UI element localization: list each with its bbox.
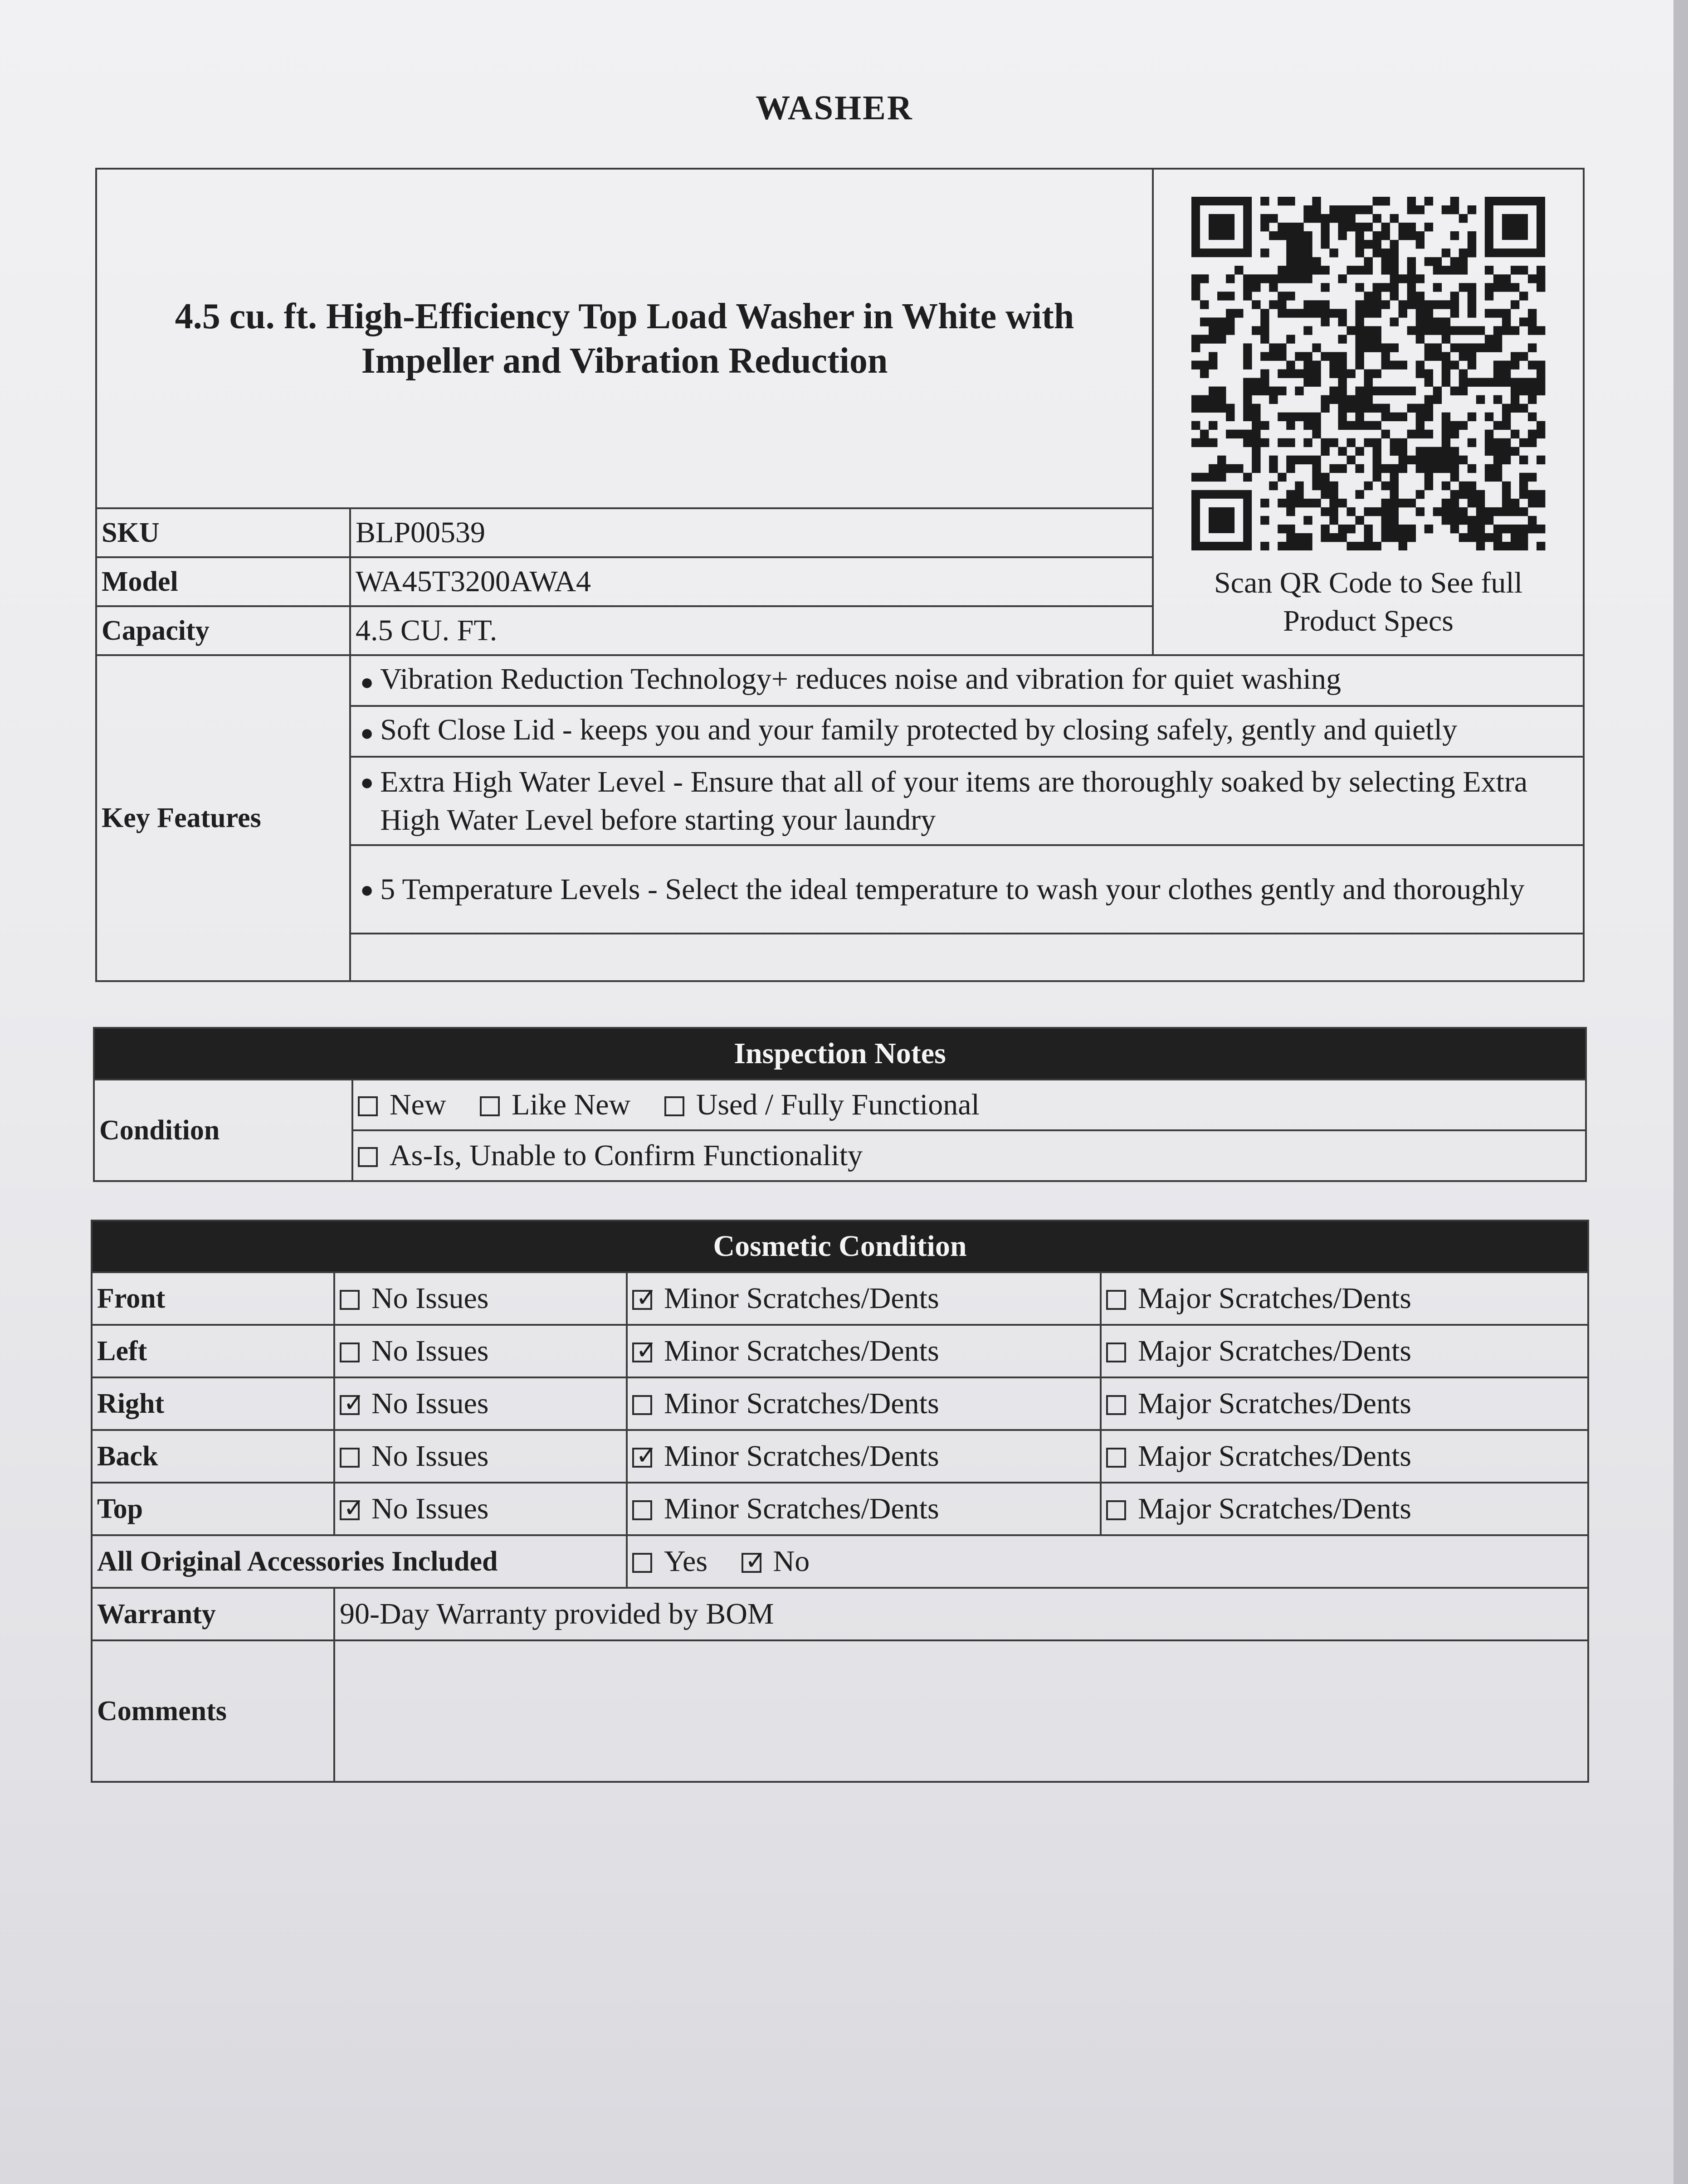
condition-used-option[interactable]: Used / Fully Functional bbox=[664, 1088, 980, 1121]
checkbox-icon[interactable] bbox=[632, 1395, 652, 1415]
checkbox-icon[interactable] bbox=[632, 1283, 657, 1313]
product-info-table bbox=[95, 168, 1585, 982]
cosmetic-row-back bbox=[92, 1430, 1588, 1483]
option-label: Major Scratches/Dents bbox=[1138, 1440, 1411, 1473]
key-features-label: Key Features bbox=[96, 655, 350, 981]
side-label: Right bbox=[92, 1377, 334, 1430]
model-value: WA45T3200AWA4 bbox=[350, 557, 1153, 606]
condition-as-is-option[interactable]: As-Is, Unable to Confirm Functionality bbox=[358, 1139, 863, 1172]
cosmetic-option-cell[interactable] bbox=[334, 1430, 627, 1483]
cosmetic-option-cell[interactable] bbox=[1101, 1377, 1588, 1430]
comments-field[interactable] bbox=[334, 1640, 1588, 1782]
checkbox-icon[interactable] bbox=[1106, 1448, 1126, 1468]
product-name-line-1: 4.5 cu. ft. High-Efficiency Top Load Washer in White with bbox=[175, 296, 1074, 336]
checkbox-icon[interactable] bbox=[1106, 1500, 1126, 1520]
qr-caption-line-1: Scan QR Code to See full bbox=[1214, 566, 1523, 599]
checkbox-icon[interactable] bbox=[358, 1096, 378, 1116]
capacity-label: Capacity bbox=[96, 606, 350, 655]
checkmark-icon: ✓ bbox=[636, 1336, 657, 1365]
cosmetic-option-cell[interactable] bbox=[334, 1325, 627, 1377]
qr-caption-line-2: Product Specs bbox=[1283, 604, 1454, 637]
checkmark-icon: ✓ bbox=[636, 1441, 657, 1470]
warranty-value: 90-Day Warranty provided by BOM bbox=[334, 1588, 1588, 1640]
option-label: No Issues bbox=[371, 1387, 489, 1420]
checkbox-icon[interactable] bbox=[358, 1147, 378, 1167]
feature-item bbox=[350, 655, 1584, 706]
condition-label: Condition bbox=[94, 1080, 352, 1181]
capacity-value: 4.5 CU. FT. bbox=[350, 606, 1153, 655]
option-label: No Issues bbox=[371, 1440, 489, 1473]
feature-text: Extra High Water Level - Ensure that all of your items are thoroughly soaked by selecting Extra High Water Level before starting your laundry bbox=[380, 765, 1528, 837]
checkbox-icon[interactable] bbox=[340, 1388, 365, 1418]
cosmetic-option-cell[interactable] bbox=[627, 1272, 1101, 1325]
bullet-icon: ● bbox=[360, 669, 374, 695]
cosmetic-row-front bbox=[92, 1272, 1588, 1325]
feature-text: 5 Temperature Levels - Select the ideal temperature to wash your clothes gently and thoroughly bbox=[380, 872, 1525, 906]
option-label: No Issues bbox=[371, 1334, 489, 1367]
option-label: Major Scratches/Dents bbox=[1138, 1282, 1411, 1315]
cosmetic-option-cell[interactable] bbox=[627, 1377, 1101, 1430]
qr-cell bbox=[1153, 169, 1584, 655]
condition-options-row bbox=[352, 1130, 1586, 1181]
feature-item bbox=[350, 845, 1584, 934]
product-name bbox=[96, 169, 1153, 508]
model-label: Model bbox=[96, 557, 350, 606]
checkbox-icon[interactable] bbox=[632, 1336, 657, 1365]
bullet-icon: ● bbox=[360, 769, 374, 795]
checkbox-icon[interactable] bbox=[632, 1441, 657, 1470]
cosmetic-option-cell[interactable] bbox=[1101, 1430, 1588, 1483]
side-label: Back bbox=[92, 1430, 334, 1483]
checkbox-icon[interactable] bbox=[340, 1448, 360, 1468]
option-label: Minor Scratches/Dents bbox=[664, 1440, 939, 1473]
checkmark-icon: ✓ bbox=[343, 1388, 365, 1418]
paper-edge bbox=[1673, 0, 1688, 2184]
option-label: Minor Scratches/Dents bbox=[664, 1334, 939, 1367]
cosmetic-option-cell[interactable] bbox=[627, 1430, 1101, 1483]
sku-label: SKU bbox=[96, 508, 350, 557]
option-label: Major Scratches/Dents bbox=[1138, 1492, 1411, 1525]
cosmetic-option-cell[interactable] bbox=[334, 1272, 627, 1325]
checkbox-icon[interactable] bbox=[742, 1546, 766, 1576]
qr-code-image[interactable] bbox=[1187, 197, 1550, 550]
feature-text: Vibration Reduction Technology+ reduces noise and vibration for quiet washing bbox=[380, 662, 1341, 696]
accessories-no-option[interactable]: ✓ No bbox=[742, 1545, 810, 1578]
option-label: Minor Scratches/Dents bbox=[664, 1282, 939, 1315]
checkmark-icon: ✓ bbox=[343, 1493, 365, 1523]
checkbox-icon[interactable] bbox=[340, 1343, 360, 1362]
side-label: Top bbox=[92, 1483, 334, 1535]
checkbox-icon[interactable] bbox=[340, 1493, 365, 1523]
option-label: Minor Scratches/Dents bbox=[664, 1387, 939, 1420]
checkbox-icon[interactable] bbox=[632, 1500, 652, 1520]
warranty-label: Warranty bbox=[92, 1588, 334, 1640]
checkbox-icon[interactable] bbox=[632, 1553, 652, 1573]
product-name-line-2: Impeller and Vibration Reduction bbox=[361, 340, 888, 381]
cosmetic-row-top bbox=[92, 1483, 1588, 1535]
cosmetic-option-cell[interactable] bbox=[627, 1483, 1101, 1535]
option-label: Minor Scratches/Dents bbox=[664, 1492, 939, 1525]
inspection-notes-table bbox=[93, 1027, 1587, 1182]
checkbox-icon[interactable] bbox=[480, 1096, 500, 1116]
cosmetic-row-left bbox=[92, 1325, 1588, 1377]
option-label: No Issues bbox=[371, 1492, 489, 1525]
side-label: Left bbox=[92, 1325, 334, 1377]
feature-item-empty bbox=[350, 934, 1584, 981]
checkmark-icon: ✓ bbox=[745, 1546, 766, 1576]
cosmetic-option-cell[interactable] bbox=[1101, 1325, 1588, 1377]
cosmetic-option-cell[interactable] bbox=[1101, 1483, 1588, 1535]
side-label: Front bbox=[92, 1272, 334, 1325]
comments-label: Comments bbox=[92, 1640, 334, 1782]
feature-text: Soft Close Lid - keeps you and your family protected by closing safely, gently and quietly bbox=[380, 713, 1458, 747]
cosmetic-row-right bbox=[92, 1377, 1588, 1430]
option-label: No Issues bbox=[371, 1282, 489, 1315]
condition-options-row bbox=[352, 1080, 1586, 1130]
checkbox-icon[interactable] bbox=[340, 1290, 360, 1310]
document-title: WASHER bbox=[756, 89, 913, 127]
cosmetic-option-cell[interactable] bbox=[627, 1325, 1101, 1377]
sku-value: BLP00539 bbox=[350, 508, 1153, 557]
condition-like-new-option[interactable]: Like New bbox=[480, 1088, 630, 1121]
accessories-yes-option[interactable]: Yes bbox=[632, 1545, 707, 1578]
cosmetic-option-cell[interactable] bbox=[1101, 1272, 1588, 1325]
inspection-notes-header: Inspection Notes bbox=[94, 1028, 1586, 1080]
checkbox-icon[interactable] bbox=[1106, 1395, 1126, 1415]
checkbox-icon[interactable] bbox=[1106, 1290, 1126, 1310]
checkbox-icon[interactable] bbox=[664, 1096, 684, 1116]
cosmetic-option-cell[interactable] bbox=[334, 1377, 627, 1430]
bullet-icon: ● bbox=[360, 876, 374, 902]
cosmetic-option-cell[interactable] bbox=[334, 1483, 627, 1535]
condition-new-option[interactable]: New bbox=[358, 1088, 446, 1121]
feature-item bbox=[350, 706, 1584, 757]
checkmark-icon: ✓ bbox=[636, 1283, 657, 1313]
accessories-label: All Original Accessories Included bbox=[92, 1535, 627, 1588]
bullet-icon: ● bbox=[360, 720, 374, 745]
option-label: Major Scratches/Dents bbox=[1138, 1334, 1411, 1367]
option-label: Major Scratches/Dents bbox=[1138, 1387, 1411, 1420]
cosmetic-condition-table bbox=[91, 1220, 1589, 1783]
checkbox-icon[interactable] bbox=[1106, 1343, 1126, 1362]
accessories-options bbox=[627, 1535, 1588, 1588]
qr-caption bbox=[1158, 564, 1578, 640]
feature-item bbox=[350, 757, 1584, 845]
cosmetic-condition-header: Cosmetic Condition bbox=[92, 1221, 1588, 1272]
